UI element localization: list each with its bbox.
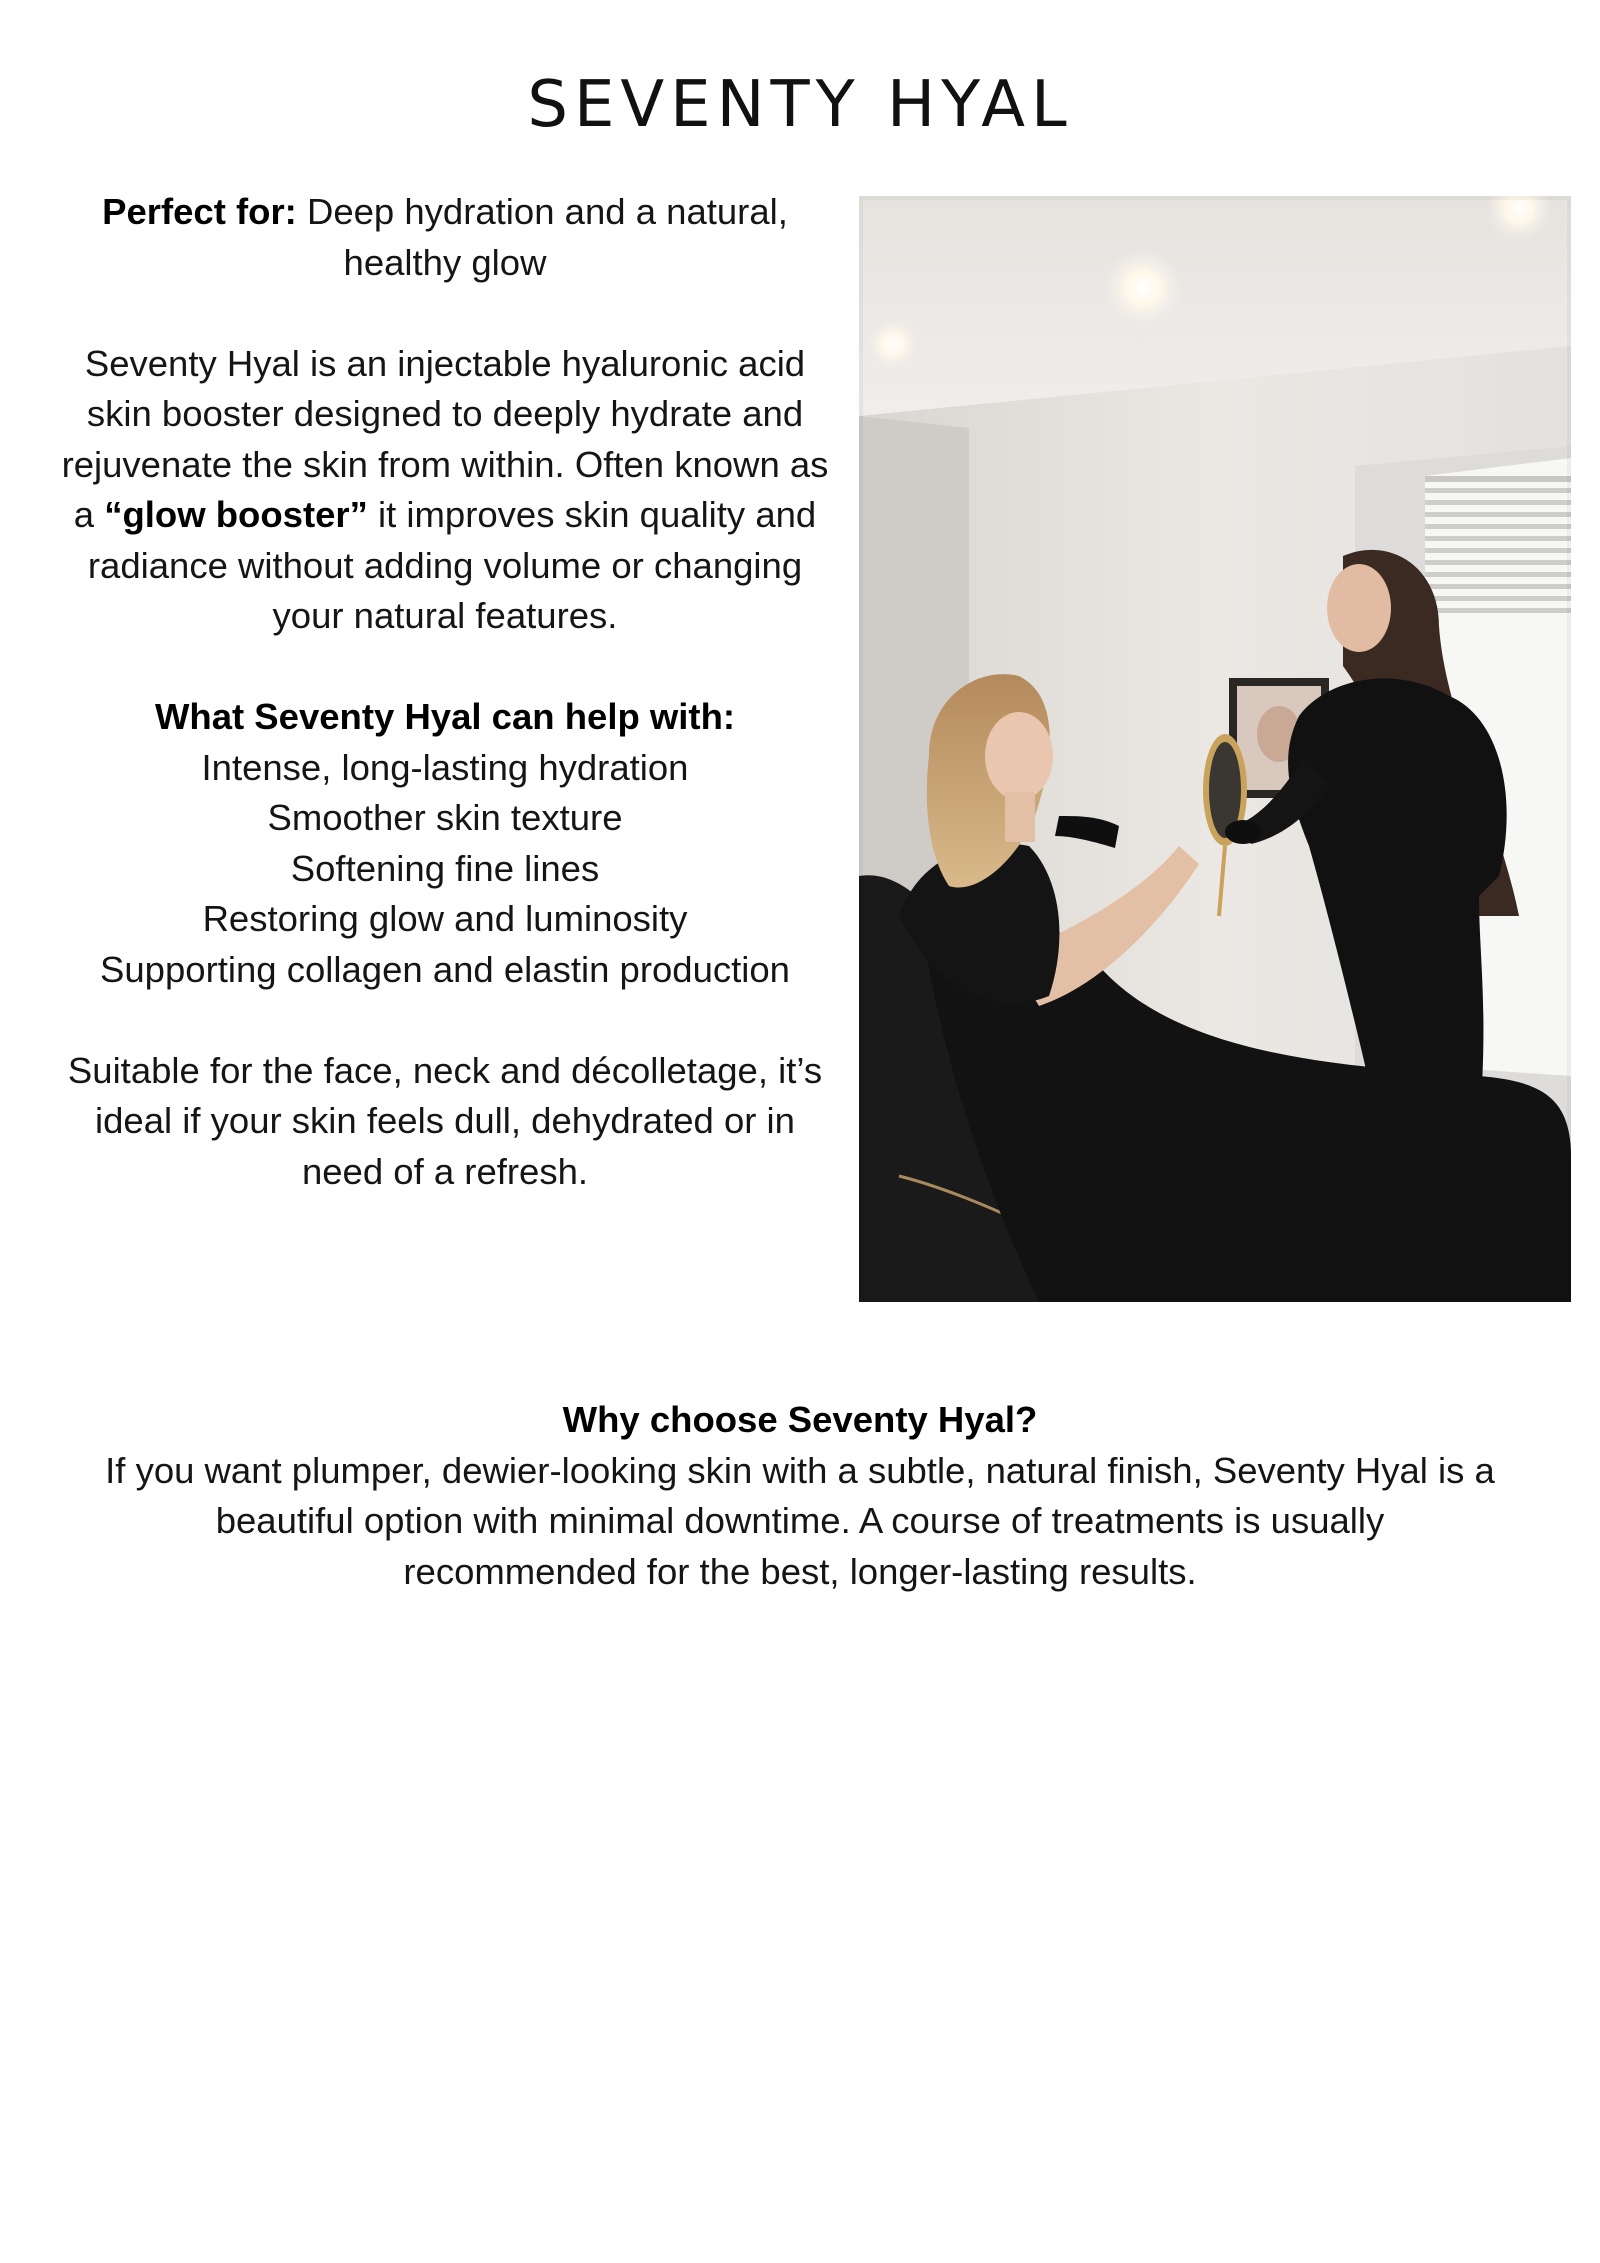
left-column — [60, 187, 830, 1197]
description-text-after: it improves skin quality and radiance without adding volume or changing your natural features. — [87, 494, 817, 636]
help-list — [60, 743, 830, 996]
why-section — [100, 1395, 1500, 1597]
help-list-item: Softening fine lines — [290, 847, 600, 889]
help-list-item: Restoring glow and luminosity — [202, 898, 688, 939]
why-paragraph: If you want plumper, dewier-looking skin with a subtle, natural finish, Seventy Hyal is a beautiful option with minimal downtime. A course of treatments is usually recommended for the best, longer-lasting results. — [105, 1449, 1495, 1592]
why-heading: Why choose Seventy Hyal? — [562, 1399, 1038, 1440]
help-list-item: Supporting collagen and elastin production — [100, 948, 790, 990]
ceiling-light — [867, 318, 919, 370]
perfect-for-label: Perfect for: — [102, 191, 297, 232]
spacer — [60, 642, 830, 693]
help-heading: What Seventy Hyal can help with: — [154, 696, 736, 737]
glow-booster-emphasis: “glow booster” — [104, 494, 368, 535]
help-list-item: Smoother skin texture — [267, 797, 623, 838]
perfect-for-text: Deep hydration and a natural, healthy glow — [306, 191, 788, 283]
description-text-before: Seventy Hyal is an injectable hyaluronic acid skin booster designed to deeply hydrate and rejuvenate the skin from within. Often known as a — [61, 342, 829, 535]
ceiling-light — [1103, 248, 1183, 328]
spacer — [60, 995, 830, 1046]
treatment-photo — [859, 196, 1571, 1302]
help-list-item: Intense, long-lasting hydration — [201, 746, 689, 788]
suitability-paragraph: Suitable for the face, neck and décolletage, it’s ideal if your skin feels dull, dehydrated or in need of a refresh. — [67, 1049, 823, 1192]
page-title: SEVENTY HYAL — [527, 68, 1073, 142]
spacer — [60, 288, 830, 339]
perfect-for-paragraph — [60, 187, 830, 288]
treatment-photo-illustration — [859, 196, 1571, 1302]
description-paragraph — [60, 339, 830, 642]
